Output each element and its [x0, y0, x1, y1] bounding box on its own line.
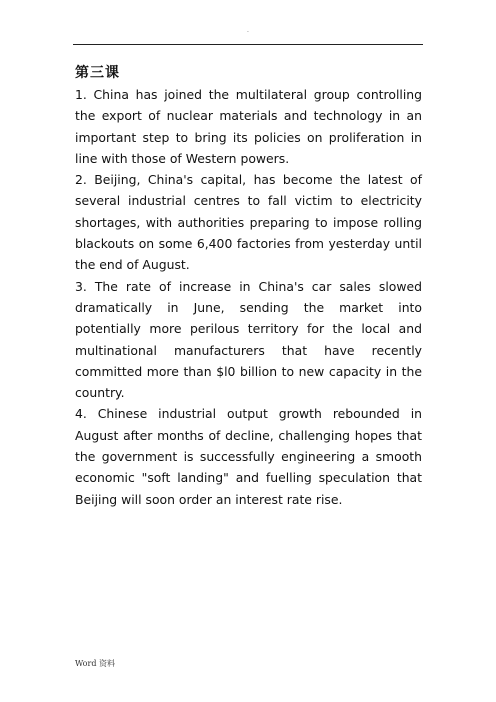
header-rule [73, 44, 423, 45]
paragraph-2: 2. Beijing, China's capital, has become the latest of several industrial centres to fall victim to electricity shortages, with authorities preparing to impose rolling blackouts on some 6,400 factories from yesterday until the end of August. [75, 172, 422, 273]
lesson-title: 第三课 [75, 65, 120, 81]
header-mark: . [247, 27, 249, 34]
document-body [75, 63, 422, 510]
footer-label: Word 资料 [75, 659, 115, 668]
paragraph-4: 4. Chinese industrial output growth rebounded in August after months of decline, challenging hopes that the government is successfully engineering a smooth economic "soft landing" and fuelling speculation that Beijing will soon order an interest rate rise. [75, 406, 422, 507]
paragraph-1: 1. China has joined the multilateral group controlling the export of nuclear materials and technology in an important step to bring its policies on proliferation in line with those of Western powers. [75, 87, 422, 166]
paragraph-3: 3. The rate of increase in China's car sales slowed dramatically in June, sending the market into potentially more perilous territory for the local and multinational manufacturers that have recently committed more than $l0 billion to new capacity in the country. [75, 278, 422, 401]
